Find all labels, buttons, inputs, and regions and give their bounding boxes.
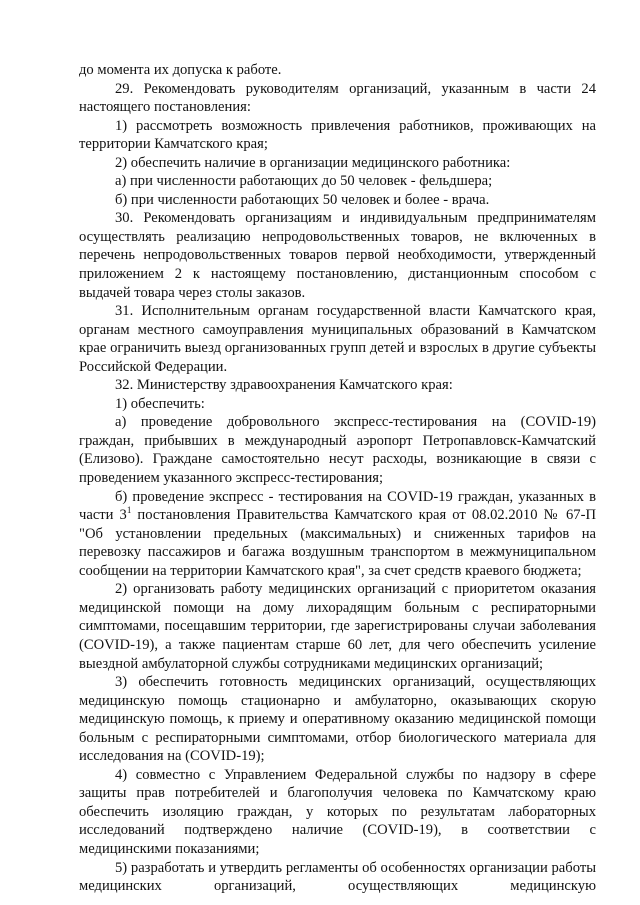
- paragraph-29-2-b: б) при численности работающих 50 человек и более - врача.: [115, 191, 490, 208]
- paragraph-item-32: 32. Министерству здравоохранения Камчатского края:: [115, 377, 453, 394]
- paragraph-item-29: 29. Рекомендовать руководителям организаций, указанным в части 24 настоящего постановления:: [79, 80, 596, 116]
- paragraph-32-5: 5) разработать и утвердить регламенты об особенностях организации работы медицинских организаций, осуществляющих медицинскую: [79, 859, 596, 895]
- paragraph-item-30: 30. Рекомендовать организациям и индивидуальным предпринимателям осуществлять реализацию непродовольственных товаров, не включенных в перечень непродовольственных товаров первой необходимости, утвержденный приложением 2 к настоящему постановлению, дистанционным способом с выдачей товара через столы заказов.: [79, 210, 596, 301]
- paragraph-29-2: 2) обеспечить наличие в организации медицинского работника:: [115, 154, 511, 171]
- paragraph-32-1-b-text-after: постановления Правительства Камчатского края от 08.02.2010 № 67-П "Об установлении предельных (максимальных) и сниженных тарифов на перевозку пассажиров и багажа воздушным транспортом в межмуниципальном сообщении на территории Камчатского края", за счет средств краевого бюджета;: [79, 507, 596, 579]
- paragraph-32-2: 2) организовать работу медицинских организаций с приоритетом оказания медицинской помощи на дому лихорадящим больным с респираторными симптомами, посещавшим территории, где зарегистрированы случаи заболевания (COVID-19), а также пациентам старше 60 лет, для чего обеспечить усиление выездной амбулаторной службы сотрудниками медицинских организаций;: [79, 581, 596, 672]
- paragraph-32-1-b: [79, 488, 596, 581]
- paragraph-32-1: 1) обеспечить:: [115, 395, 205, 412]
- superscript-marker: 1: [126, 505, 132, 516]
- paragraph-32-4: 4) совместно с Управлением Федеральной службы по надзору в сфере защиты прав потребителей и благополучия человека по Камчатскому краю обеспечить изоляцию граждан, у которых по результатам лабораторных исследований подтверждено наличие (COVID-19), в соответствии с медицинскими показаниями;: [79, 766, 596, 857]
- paragraph-item-31: 31. Исполнительным органам государственной власти Камчатского края, органам местного самоуправления муниципальных образований в Камчатском крае ограничить выезд организованных групп детей и взрослых в другие субъекты Российской Федерации.: [79, 303, 596, 375]
- paragraph-32-1-b-text-before: б) проведение экспресс - тестирования на COVID-19 граждан, указанных в части 3: [79, 488, 596, 524]
- paragraph-32-1-a: а) проведение добровольного экспресс-тестирования на (COVID-19) граждан, прибывших в международный аэропорт Петропавловск-Камчатский (Елизово). Граждане самостоятельно несут расходы, возникающие в связи с проведением указанного экспресс-тестирования;: [79, 414, 596, 487]
- paragraph-29-1: 1) рассмотреть возможность привлечения работников, проживающих на территории Камчатского края;: [79, 117, 596, 153]
- paragraph-1: до момента их допуска к работе.: [79, 62, 282, 78]
- paragraph-29-2-a: а) при численности работающих до 50 человек - фельдшера;: [115, 173, 493, 190]
- paragraph-32-3: 3) обеспечить готовность медицинских организаций, осуществляющих медицинскую помощь стационарно и амбулаторно, оказывающих скорую медицинскую помощь, к приему и оперативному оказанию медицинской помощи больным с респираторными симптомами, отбор биологического материала для исследования на (COVID-19);: [79, 674, 596, 765]
